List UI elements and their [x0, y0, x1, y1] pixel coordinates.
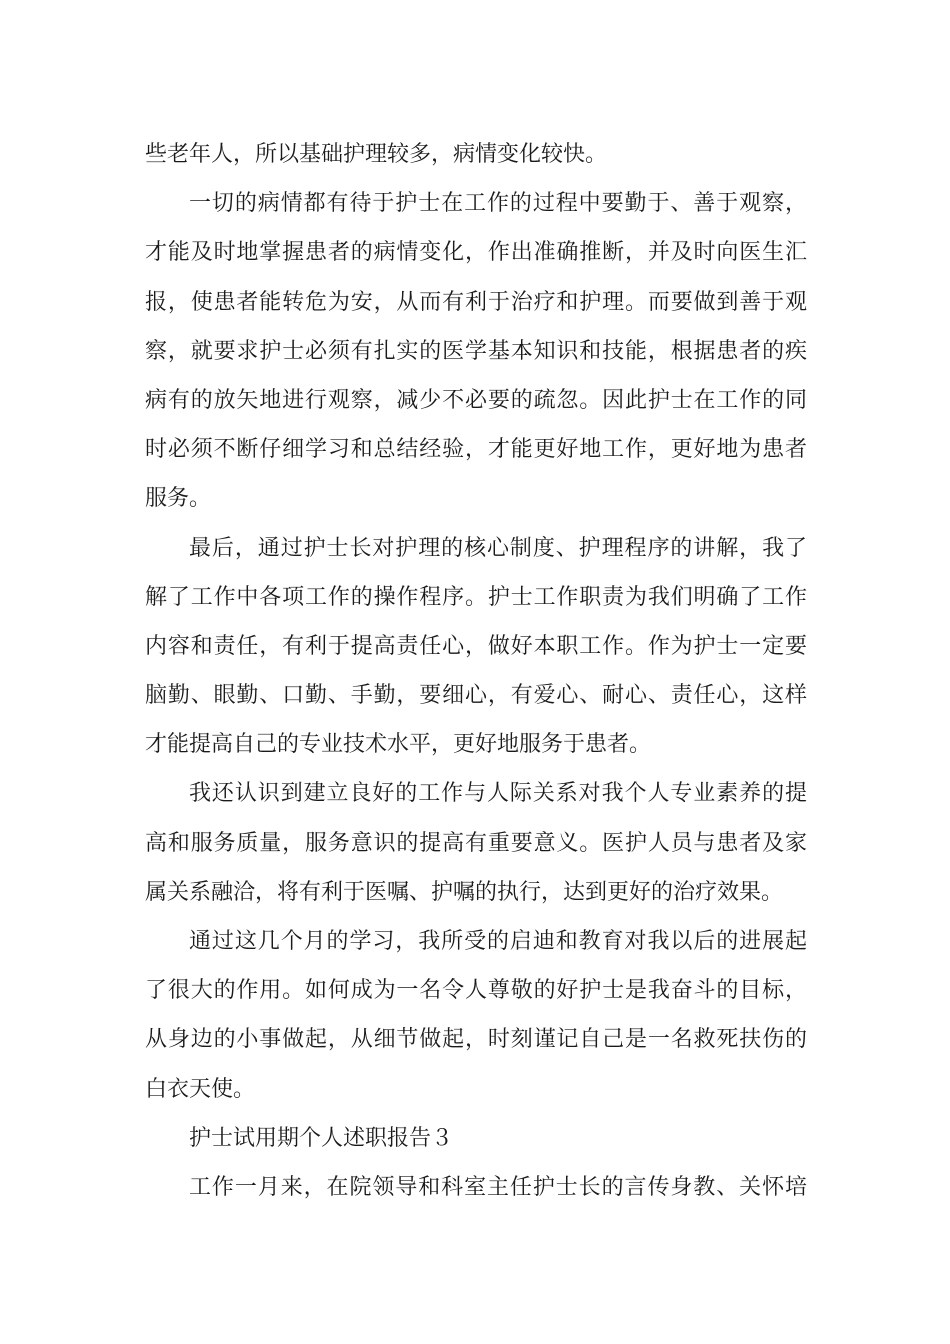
section-heading: 护士试用期个人述职报告３ [189, 1125, 454, 1151]
paragraph-line: 最后，通过护士长对护理的核心制度、护理程序的讲解，我了 [189, 535, 807, 561]
paragraph-line: 脑勤、眼勤、口勤、手勤，要细心，有爱心、耐心、责任心，这样 [145, 683, 807, 709]
paragraph-line: 一切的病情都有待于护士在工作的过程中要勤于、善于观察， [189, 191, 807, 217]
paragraph-line: 察，就要求护士必须有扎实的医学基本知识和技能，根据患者的疾 [145, 338, 807, 364]
paragraph-line: 属关系融洽，将有利于医嘱、护嘱的执行，达到更好的治疗效果。 [145, 879, 784, 905]
paragraph-line: 才能提高自己的专业技术水平，更好地服务于患者。 [145, 732, 652, 758]
paragraph-line: 高和服务质量，服务意识的提高有重要意义。医护人员与患者及家 [145, 830, 807, 856]
paragraph-line: 了很大的作用。如何成为一名令人尊敬的好护士是我奋斗的目标， [145, 978, 807, 1004]
paragraph-line: 病有的放矢地进行观察，减少不必要的疏忽。因此护士在工作的同 [145, 387, 807, 413]
paragraph-line: 才能及时地掌握患者的病情变化，作出准确推断，并及时向医生汇 [145, 240, 807, 266]
paragraph-line: 我还认识到建立良好的工作与人际关系对我个人专业素养的提 [189, 781, 807, 807]
paragraph-line: 解了工作中各项工作的操作程序。护士工作职责为我们明确了工作 [145, 584, 807, 610]
paragraph-line: 时必须不断仔细学习和总结经验，才能更好地工作，更好地为患者 [145, 437, 807, 463]
paragraph-line: 从身边的小事做起，从细节做起，时刻谨记自己是一名救死扶伤的 [145, 1027, 807, 1053]
paragraph-line: 通过这几个月的学习，我所受的启迪和教育对我以后的进展起 [189, 929, 807, 954]
paragraph-line: 服务。 [145, 486, 212, 512]
paragraph-line: 工作一月来，在院领导和科室主任护士长的言传身教、关怀培 [189, 1174, 807, 1200]
paragraph-line: 白衣天使。 [145, 1076, 256, 1102]
paragraph-line: 些老年人，所以基础护理较多，病情变化较快。 [145, 142, 608, 167]
document-body [145, 130, 807, 1212]
paragraph-line: 报，使患者能转危为安，从而有利于治疗和护理。而要做到善于观 [145, 289, 807, 315]
paragraph-line: 内容和责任，有利于提高责任心，做好本职工作。作为护士一定要 [145, 633, 807, 659]
